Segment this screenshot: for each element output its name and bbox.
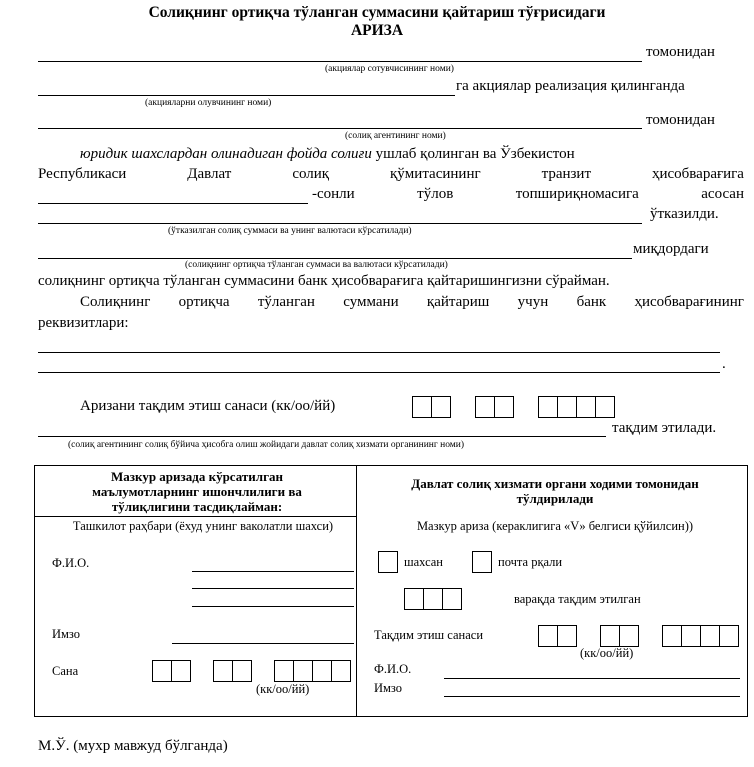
- document-title: Солиқнинг ортиқча тўланган суммасини қайтариш тўғрисидаги: [148, 4, 606, 21]
- word: тўланган: [257, 294, 315, 310]
- submission-date-label: Аризани тақдим этиш санаси (кк/оо/йй): [80, 398, 336, 414]
- right-column-subheader: Мазкур ариза (кераклигига «V» белгиси қўйилсин)): [416, 519, 694, 533]
- mail-checkbox[interactable]: [472, 551, 492, 573]
- bank-details-field-1[interactable]: [38, 352, 720, 353]
- right-date-year[interactable]: [662, 625, 739, 647]
- transferred-caption: (ўтказилган солиқ суммаси ва унинг валютаси кўрсатилади): [168, 226, 412, 236]
- stamp-note: М.Ў. (мухр мавжуд бўлганда): [38, 738, 228, 754]
- word: ортиқча: [178, 294, 230, 310]
- word: асосан: [701, 186, 744, 202]
- paragraph-line-1: [80, 146, 744, 163]
- bank-details-field-2[interactable]: [38, 372, 720, 373]
- left-date-year[interactable]: [274, 660, 351, 682]
- request-text: солиқнинг ортиқча тўланган суммасини банк ҳисобварағига қайтаришингизни сўрайман.: [38, 273, 610, 289]
- left-column-subheader: Ташкилот раҳбари (ёхуд унинг ваколатли шахси): [72, 519, 334, 533]
- word: солиқ: [292, 166, 330, 182]
- word: суммани: [343, 294, 399, 310]
- transferred-suffix: ўтказилди.: [650, 206, 719, 222]
- word: қайтариш: [426, 294, 490, 310]
- amount-suffix: миқдордаги: [633, 241, 709, 257]
- seller-name-field[interactable]: [38, 61, 642, 62]
- agent-caption: (солиқ агентининг номи): [345, 131, 446, 141]
- word: Солиқнинг: [80, 294, 151, 310]
- left-header-divider: [34, 516, 356, 517]
- left-fio-field-2[interactable]: [192, 588, 354, 589]
- left-fio-label: Ф.И.О.: [52, 556, 90, 570]
- right-date-day[interactable]: [538, 625, 577, 647]
- personally-checkbox[interactable]: [378, 551, 398, 573]
- document-subtitle: АРИЗА: [350, 22, 404, 39]
- line3-suffix: томонидан: [646, 112, 715, 128]
- submission-date-year[interactable]: [538, 396, 615, 418]
- right-fio-label: Ф.И.О.: [374, 662, 412, 676]
- left-column-header: Мазкур аризада кўрсатилган маълумотларнинг ишончлилиги ва тўлиқлигини тасдиқлайман:: [92, 469, 302, 514]
- right-sign-field[interactable]: [444, 696, 740, 697]
- personally-label: шахсан: [404, 555, 444, 569]
- right-sign-label: Имзо: [374, 681, 403, 695]
- right-date-month[interactable]: [600, 625, 639, 647]
- submission-date-month[interactable]: [475, 396, 514, 418]
- bank-details-end-dot: .: [722, 356, 726, 372]
- paragraph-line-1-rest: ушлаб қолинган ва Ўзбекистон: [375, 146, 575, 162]
- left-date-month[interactable]: [213, 660, 252, 682]
- transferred-amount-field[interactable]: [38, 223, 642, 224]
- word: тўлов: [417, 186, 454, 202]
- table-divider: [356, 465, 357, 717]
- line2-suffix: га акциялар реализация қилинганда: [456, 78, 685, 94]
- right-date-label: Тақдим этиш санаси: [374, 628, 484, 642]
- left-sign-field[interactable]: [172, 643, 354, 644]
- tax-office-caption: (солиқ агентининг солиқ бўйича ҳисобга олиш жойидаги давлат солиқ хизмати органининг номи): [68, 440, 465, 450]
- buyer-name-field[interactable]: [38, 95, 455, 96]
- left-date-day[interactable]: [152, 660, 191, 682]
- right-fio-field[interactable]: [444, 678, 740, 679]
- line1-suffix: томонидан: [646, 44, 715, 60]
- word: транзит: [541, 166, 592, 182]
- pages-label: варақда тақдим этилган: [514, 592, 641, 606]
- word: учун: [517, 294, 549, 310]
- left-sign-label: Имзо: [52, 627, 81, 641]
- left-date-label: Сана: [52, 664, 79, 678]
- submission-date-day[interactable]: [412, 396, 451, 418]
- word: ҳисобварағининг: [634, 294, 744, 310]
- paragraph-line-3: [312, 186, 744, 203]
- pages-count-cells[interactable]: [404, 588, 462, 610]
- right-date-hint: (кк/оо/йй): [580, 646, 634, 660]
- bank-details-line-1: [80, 294, 744, 311]
- word: Республикаси: [38, 166, 127, 182]
- tax-type-text: юридик шахслардан олинадиган фойда солиғи: [80, 146, 372, 162]
- right-column-header: Давлат солиқ хизмати органи ходими томонидан тўлдирилади: [411, 476, 699, 506]
- tax-office-field[interactable]: [38, 436, 606, 437]
- overpaid-amount-field[interactable]: [38, 258, 632, 259]
- word: топшириқномасига: [515, 186, 639, 202]
- word: қўмитасининг: [390, 166, 481, 182]
- bank-details-label: реквизитлари:: [38, 315, 129, 331]
- left-fio-field-3[interactable]: [192, 606, 354, 607]
- left-fio-field-1[interactable]: [192, 571, 354, 572]
- payment-order-number-field[interactable]: [38, 203, 308, 204]
- word: банк: [576, 294, 607, 310]
- amount-caption: (солиқнинг ортиқча тўланган суммаси ва валютаси кўрсатилади): [185, 260, 448, 270]
- word: Давлат: [187, 166, 232, 182]
- word: -сонли: [312, 186, 355, 202]
- submit-suffix: тақдим этилади.: [612, 420, 717, 436]
- mail-label: почта рқали: [498, 555, 563, 569]
- seller-caption: (акциялар сотувчисининг номи): [325, 64, 454, 74]
- word: ҳисобварағига: [651, 166, 744, 182]
- agent-name-field[interactable]: [38, 128, 642, 129]
- buyer-caption: (акцияларни олувчининг номи): [145, 98, 272, 108]
- paragraph-line-2: [38, 166, 744, 183]
- left-date-hint: (кк/оо/йй): [256, 682, 310, 696]
